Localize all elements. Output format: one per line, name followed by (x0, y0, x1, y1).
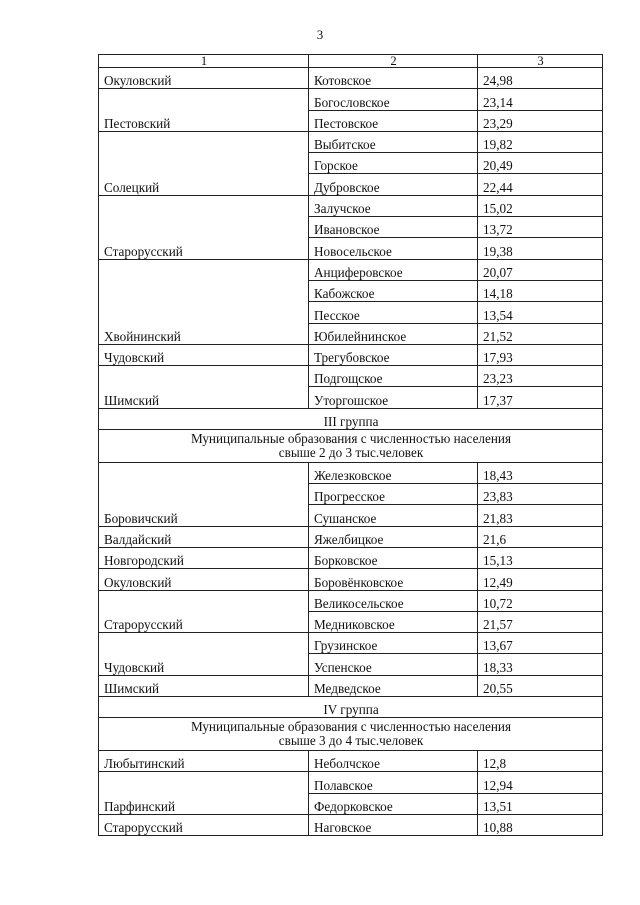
municipality-cell: Пестовское (309, 110, 478, 131)
table-row (99, 259, 603, 280)
district-cell: Шимский (99, 675, 309, 696)
value-cell: 18,33 (478, 654, 603, 675)
value-cell: 12,8 (478, 751, 603, 772)
value-cell: 12,49 (478, 569, 603, 590)
municipality-cell: Песское (309, 302, 478, 323)
municipality-cell: Уторгошское (309, 387, 478, 408)
table-row (99, 344, 603, 365)
value-cell: 13,72 (478, 217, 603, 238)
value-cell: 18,43 (478, 462, 603, 483)
municipality-cell: Федорковское (309, 793, 478, 814)
municipality-cell: Выбитское (309, 131, 478, 152)
group-description (99, 718, 603, 751)
table-row (99, 366, 603, 387)
table-row (99, 751, 603, 772)
municipality-cell: Дубровское (309, 174, 478, 195)
district-cell: Валдайский (99, 526, 309, 547)
table-row (99, 89, 603, 110)
municipality-cell: Прогресское (309, 484, 478, 505)
group-description-line: свыше 3 до 4 тыс.человек (278, 733, 424, 749)
municipality-cell: Медниковское (309, 611, 478, 632)
column-header: 1 (99, 55, 309, 68)
municipality-cell: Ивановское (309, 217, 478, 238)
group-description-row (99, 429, 603, 462)
column-header: 3 (478, 55, 603, 68)
table-row (99, 675, 603, 696)
table-row (99, 590, 603, 611)
municipality-cell: Неболчское (309, 751, 478, 772)
table-row (99, 462, 603, 483)
municipality-cell: Полавское (309, 772, 478, 793)
municipality-cell: Анциферовское (309, 259, 478, 280)
table-row (99, 633, 603, 654)
district-cell: Хвойнинский (99, 259, 309, 344)
municipality-cell: Боровёнковское (309, 569, 478, 590)
municipality-cell: Юбилейнинское (309, 323, 478, 344)
district-cell: Боровичский (99, 462, 309, 526)
value-cell: 13,51 (478, 793, 603, 814)
group-title-row (99, 697, 603, 718)
value-cell: 20,55 (478, 675, 603, 696)
district-cell: Старорусский (99, 590, 309, 633)
table-row (99, 547, 603, 568)
table-row (99, 772, 603, 793)
value-cell: 23,83 (478, 484, 603, 505)
district-cell: Старорусский (99, 814, 309, 835)
value-cell: 10,88 (478, 814, 603, 835)
group-title: IV группа (99, 697, 603, 718)
municipality-cell: Железковское (309, 462, 478, 483)
district-cell: Окуловский (99, 68, 309, 89)
municipality-cell: Успенское (309, 654, 478, 675)
municipality-cell: Борковское (309, 547, 478, 568)
district-cell: Пестовский (99, 89, 309, 132)
municipality-cell: Богословское (309, 89, 478, 110)
district-cell: Любытинский (99, 751, 309, 772)
municipality-cell: Подгощское (309, 366, 478, 387)
municipality-cell: Котовское (309, 68, 478, 89)
value-cell: 17,93 (478, 344, 603, 365)
district-cell: Новгородский (99, 547, 309, 568)
value-cell: 14,18 (478, 280, 603, 301)
value-cell: 21,57 (478, 611, 603, 632)
group-description-line: Муниципальные образования с численностью населения (190, 430, 512, 446)
table-row (99, 814, 603, 835)
value-cell: 17,37 (478, 387, 603, 408)
municipality-cell: Медведское (309, 675, 478, 696)
value-cell: 15,13 (478, 547, 603, 568)
municipality-cell: Великосельское (309, 590, 478, 611)
table-row (99, 195, 603, 216)
municipality-cell: Трегубовское (309, 344, 478, 365)
table-row (99, 131, 603, 152)
column-header: 2 (309, 55, 478, 68)
value-cell: 21,52 (478, 323, 603, 344)
municipality-cell: Кабожское (309, 280, 478, 301)
value-cell: 19,82 (478, 131, 603, 152)
table-body (99, 55, 603, 836)
value-cell: 20,49 (478, 153, 603, 174)
value-cell: 13,67 (478, 633, 603, 654)
column-header-row (99, 55, 603, 68)
value-cell: 13,54 (478, 302, 603, 323)
value-cell: 24,98 (478, 68, 603, 89)
group-description-row (99, 718, 603, 751)
table-row (99, 569, 603, 590)
value-cell: 23,29 (478, 110, 603, 131)
value-cell: 19,38 (478, 238, 603, 259)
group-description-line: Муниципальные образования с численностью населения (190, 719, 512, 735)
group-description-line: свыше 2 до 3 тыс.человек (278, 444, 424, 460)
district-cell: Окуловский (99, 569, 309, 590)
municipality-cell: Новосельское (309, 238, 478, 259)
value-cell: 23,23 (478, 366, 603, 387)
district-cell: Старорусский (99, 195, 309, 259)
district-cell: Шимский (99, 366, 309, 409)
municipality-cell: Грузинское (309, 633, 478, 654)
value-cell: 10,72 (478, 590, 603, 611)
value-cell: 23,14 (478, 89, 603, 110)
district-cell: Парфинский (99, 772, 309, 815)
value-cell: 21,83 (478, 505, 603, 526)
data-table (98, 54, 603, 836)
municipality-cell: Наговское (309, 814, 478, 835)
district-cell: Солецкий (99, 131, 309, 195)
page-number: 3 (316, 27, 324, 42)
municipality-cell: Горское (309, 153, 478, 174)
value-cell: 21,6 (478, 526, 603, 547)
group-description (99, 429, 603, 462)
table-row (99, 68, 603, 89)
municipality-cell: Сушанское (309, 505, 478, 526)
district-cell: Чудовский (99, 344, 309, 365)
value-cell: 15,02 (478, 195, 603, 216)
municipality-cell: Яжелбицкое (309, 526, 478, 547)
value-cell: 22,44 (478, 174, 603, 195)
value-cell: 12,94 (478, 772, 603, 793)
district-cell: Чудовский (99, 633, 309, 676)
table-row (99, 526, 603, 547)
group-title-row (99, 408, 603, 429)
value-cell: 20,07 (478, 259, 603, 280)
group-title: III группа (99, 408, 603, 429)
municipality-cell: Залучское (309, 195, 478, 216)
